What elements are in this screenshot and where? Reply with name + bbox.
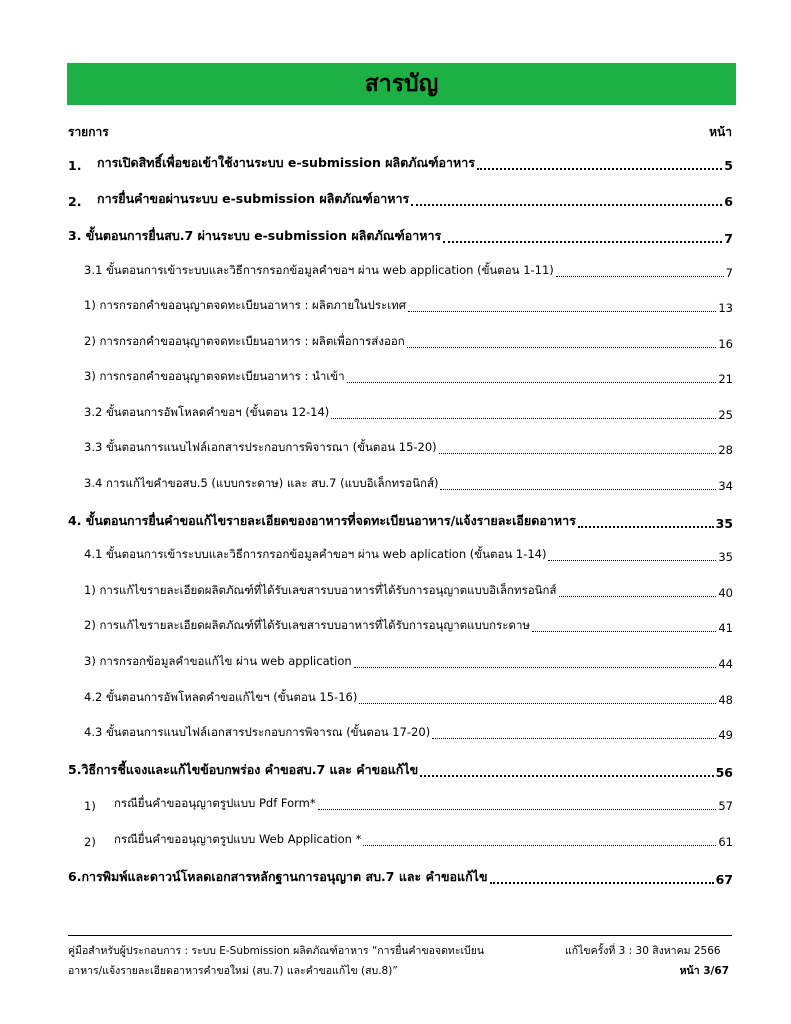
toc-entry-page: 61 — [718, 835, 733, 849]
toc-entry-3-2 — [84, 404, 733, 422]
toc-entry-page: 28 — [718, 443, 733, 457]
toc-entry-page: 6 — [724, 194, 733, 209]
toc-entry-text: 2) การกรอกคำขออนุญาตจดทะเบียนอาหาร : ผลิตเพื่อการส่งออก — [84, 334, 405, 348]
toc-entry-4 — [68, 511, 733, 531]
toc-leader-dots — [331, 417, 716, 419]
footer-manual-title-line1: คู่มือสำหรับผู้ประกอบการ : ระบบ E-Submission ผลิตภัณฑ์อาหาร “การยื่นคำขอจดทะเบียน — [68, 945, 485, 957]
toc-entry-number: 2) — [84, 835, 96, 849]
toc-entry-page: 16 — [718, 337, 733, 351]
toc-entry-5-2 — [84, 831, 733, 849]
toc-entry-4-1-2 — [84, 617, 733, 635]
toc-entry-text: 1) การกรอกคำขออนุญาตจดทะเบียนอาหาร : ผลิตภายในประเทศ — [84, 298, 407, 312]
toc-entry-3 — [68, 226, 733, 246]
toc-leader-dots — [407, 346, 717, 348]
toc-entry-4-3 — [84, 724, 733, 742]
toc-entry-page: 34 — [718, 479, 733, 493]
toc-leader-dots — [359, 702, 716, 704]
toc-leader-dots — [432, 737, 716, 739]
toc-entry-text: 4.1 ขั้นตอนการเข้าระบบและวิธีการกรอกข้อมูลคำขอฯ ผ่าน web aplication (ขั้นตอน 1-14) — [84, 547, 547, 561]
toc-entry-text: 3. ขั้นตอนการยื่นสบ.7 ผ่านระบบ e-submission ผลิตภัณฑ์อาหาร — [68, 228, 442, 243]
toc-entry-5 — [68, 760, 733, 780]
toc-entry-text: 3.4 การแก้ไขคำขอสบ.5 (แบบกระดาษ) และ สบ.7 (แบบอิเล็กทรอนิกส์) — [84, 476, 439, 490]
toc-entry-3-4 — [84, 475, 733, 493]
toc-entry-4-1-3 — [84, 653, 733, 671]
toc-leader-dots — [490, 881, 714, 884]
title-banner — [67, 63, 736, 105]
toc-leader-dots — [363, 844, 716, 846]
footer-manual-title-line2: อาหาร/แจ้งรายละเอียดอาหารคำขอใหม่ (สบ.7) และคำขอแก้ไข (สบ.8)” — [68, 965, 398, 977]
toc-entry-text: 1) การแก้ไขรายละเอียดผลิตภัณฑ์ที่ได้รับเลขสารบบอาหารที่ได้รับการอนุญาตแบบอิเล็กทรอนิกส์ — [84, 583, 557, 597]
toc-entry-page: 25 — [718, 408, 733, 422]
toc-entry-text: การยื่นคำขอผ่านระบบ e-submission ผลิตภัณฑ์อาหาร — [97, 191, 410, 206]
toc-leader-dots — [408, 310, 716, 312]
footer-revision: แก้ไขครั้งที่ 3 : 30 สิงหาคม 2566 — [565, 945, 721, 957]
toc-entry-3-1-3 — [84, 368, 733, 386]
toc-entry-page: 40 — [718, 586, 733, 600]
footer-divider — [68, 935, 732, 936]
toc-entry-page: 35 — [715, 516, 733, 531]
toc-header-page: หน้า — [709, 125, 732, 139]
toc-leader-dots — [548, 559, 716, 561]
toc-entry-text: 3) การกรอกคำขออนุญาตจดทะเบียนอาหาร : นำเข้า — [84, 369, 345, 383]
footer-page-number: หน้า 3/67 — [679, 965, 729, 977]
toc-entry-text: 2) การแก้ไขรายละเอียดผลิตภัณฑ์ที่ได้รับเลขสารบบอาหารที่ได้รับการอนุญาตแบบกระดาษ — [84, 618, 530, 632]
toc-header — [68, 123, 732, 142]
toc-entry-page: 49 — [718, 728, 733, 742]
toc-leader-dots — [420, 774, 713, 777]
toc-entry-1 — [68, 153, 733, 173]
toc-entry-3-1 — [84, 262, 733, 280]
page-title: สารบัญ — [364, 71, 439, 97]
toc-entry-4-1-1 — [84, 582, 733, 600]
toc-entry-text: 4.2 ขั้นตอนการอัพโหลดคำขอแก้ไขฯ (ขั้นตอน 15-16) — [84, 690, 358, 704]
toc-entry-page: 44 — [718, 657, 733, 671]
toc-leader-dots — [318, 808, 717, 810]
toc-entry-number: 1. — [68, 158, 82, 173]
toc-leader-dots — [347, 381, 717, 383]
toc-leader-dots — [443, 240, 722, 243]
toc-entry-page: 41 — [718, 621, 733, 635]
toc-entry-number: 2. — [68, 194, 82, 209]
toc-entry-text: 3.1 ขั้นตอนการเข้าระบบและวิธีการกรอกข้อมูลคำขอฯ ผ่าน web application (ขั้นตอน 1-11) — [84, 263, 554, 277]
toc-entry-page: 21 — [718, 372, 733, 386]
toc-entry-3-1-1 — [84, 297, 733, 315]
toc-entry-page: 67 — [715, 872, 733, 887]
toc-leader-dots — [354, 666, 717, 668]
toc-entry-page: 7 — [725, 266, 733, 280]
toc-leader-dots — [439, 452, 717, 454]
toc-entry-number: 1) — [84, 799, 96, 813]
toc-entry-text: 3.3 ขั้นตอนการแนบไฟล์เอกสารประกอบการพิจารณา (ขั้นตอน 15-20) — [84, 440, 437, 454]
toc-header-items: รายการ — [68, 125, 109, 139]
toc-entry-text: 6.การพิมพ์และดาวน์โหลดเอกสารหลักฐานการอนุญาต สบ.7 และ คำขอแก้ไข — [68, 869, 488, 884]
toc-entry-page: 48 — [718, 693, 733, 707]
toc-entry-text: 3.2 ขั้นตอนการอัพโหลดคำขอฯ (ขั้นตอน 12-14) — [84, 405, 330, 419]
toc-entry-text: 5.วิธีการชี้แจงและแก้ไขข้อบกพร่อง คำขอสบ.7 และ คำขอแก้ไข — [68, 762, 419, 777]
toc-entry-page: 5 — [724, 158, 733, 173]
toc-leader-dots — [532, 630, 716, 632]
toc-entry-4-2 — [84, 689, 733, 707]
toc-entry-2 — [68, 189, 733, 209]
toc-entry-page: 13 — [718, 301, 733, 315]
toc-leader-dots — [578, 525, 714, 528]
toc-entry-3-3 — [84, 439, 733, 457]
toc-entry-text: การเปิดสิทธิ์เพื่อขอเข้าใช้งานระบบ e-submission ผลิตภัณฑ์อาหาร — [97, 155, 476, 170]
toc-entry-4-1 — [84, 546, 733, 564]
toc-entry-page: 56 — [715, 765, 733, 780]
toc-entry-page: 35 — [718, 550, 733, 564]
toc-entry-page: 57 — [718, 799, 733, 813]
toc-entry-text: 4. ขั้นตอนการยื่นคำขอแก้ไขรายละเอียดของอาหารที่จดทะเบียนอาหาร/แจ้งรายละเอียดอาหาร — [68, 513, 576, 528]
toc-entry-6 — [68, 867, 733, 887]
toc-entry-text: 3) การกรอกข้อมูลคำขอแก้ไข ผ่าน web application — [84, 654, 352, 668]
toc-entry-page: 7 — [724, 231, 733, 246]
toc-entry-text: 4.3 ขั้นตอนการแนบไฟล์เอกสารประกอบการพิจารณ (ขั้นตอน 17-20) — [84, 725, 431, 739]
toc-leader-dots — [556, 275, 724, 277]
toc-entry-text: กรณียื่นคำขออนุญาตรูปแบบ Pdf Form* — [114, 796, 316, 810]
toc-leader-dots — [477, 167, 722, 170]
toc-leader-dots — [559, 595, 717, 597]
toc-entry-text: กรณียื่นคำขออนุญาตรูปแบบ Web Application * — [114, 832, 362, 846]
toc-leader-dots — [440, 488, 716, 490]
toc-leader-dots — [411, 203, 722, 206]
toc-entry-3-1-2 — [84, 333, 733, 351]
toc-entry-5-1 — [84, 795, 733, 813]
